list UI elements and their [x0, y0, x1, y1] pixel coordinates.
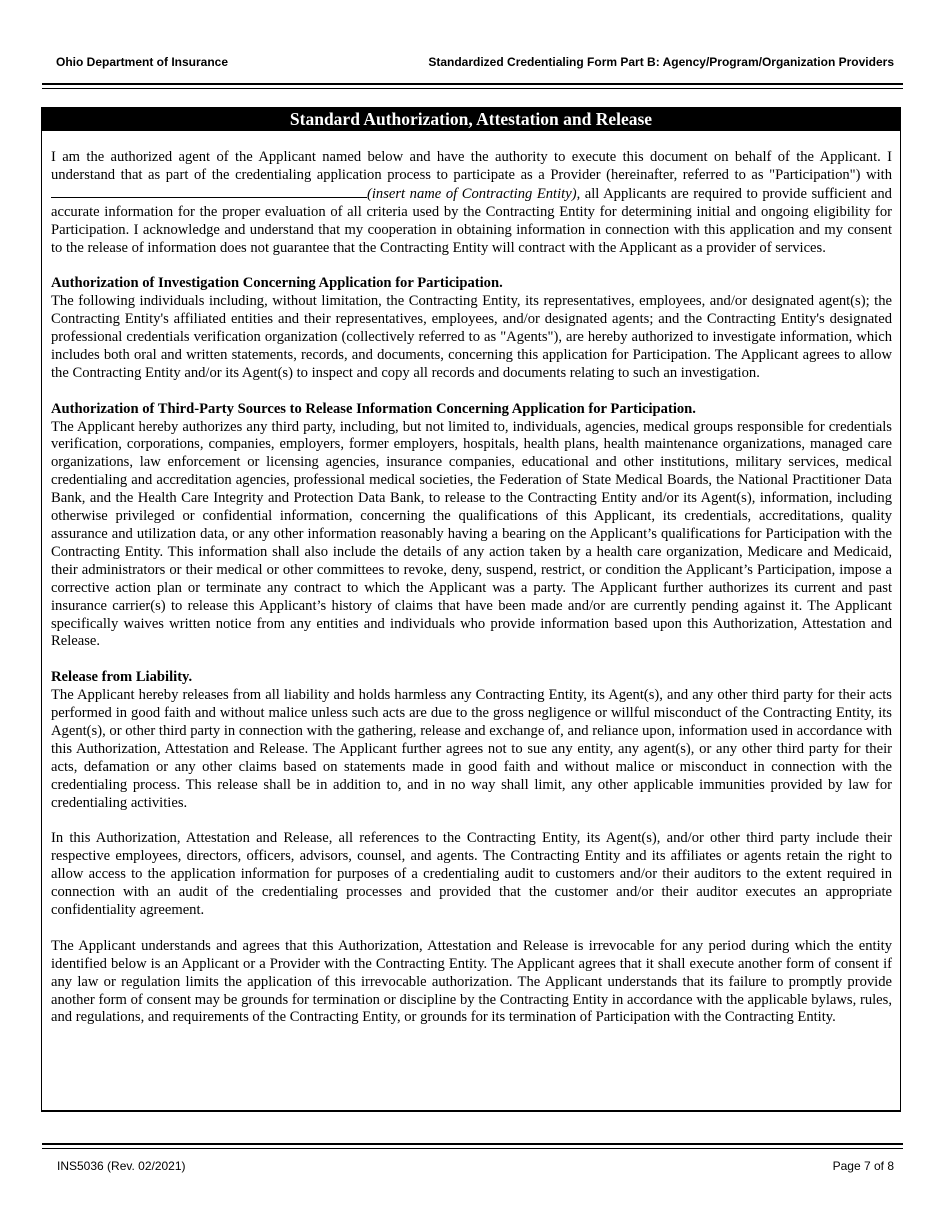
footer-divider	[42, 1143, 903, 1149]
investigation-body: The following individuals including, without limitation, the Contracting Entity, its representatives, employees, and/or designated agent(s); the Contracting Entity's affiliated entities and their representatives, employees, and/or designated agents; and the Contracting Entity's designated professional credentials verification organization (collectively referred to as "Agents"), are hereby authorized to investigate information, which includes both oral and written statements, records, and documents, concerning this application for Participation. The Applicant agrees to allow the Contracting Entity and/or its Agent(s) to inspect and copy all records and documents relating to such an investigation.	[51, 293, 892, 381]
intro-text-part2: , all Applicants are required to provide sufficient and accurate information for the proper evaluation of all criteria used by the Contracting Entity for determining initial and ongoing eligibility for Participation. I acknowledge and understand that my cooperation in obtaining information in connection with this application and my consent to the release of information does not guarantee that the Contracting Entity will contract with the Applicant as a provider of services.	[51, 185, 892, 256]
contracting-entity-blank[interactable]	[51, 185, 367, 198]
header-agency-name: Ohio Department of Insurance	[56, 55, 229, 69]
release-section	[51, 669, 892, 812]
third-party-body: The Applicant hereby authorizes any third party, including, but not limited to, individuals, agencies, medical groups responsible for credentials verification, corporations, companies, employers, former employers, hospitals, health plans, health maintenance organizations, managed care organizations, law enforcement or licensing agencies, insurance companies, educational and other institutions, military services, medical credentialing and accreditation agencies, professional medical societies, the Federation of State Medical Boards, the National Practitioner Data Bank, and the Health Care Integrity and Protection Data Bank, to release to the Contracting Entity and/or its Agent(s), information, including otherwise privileged or confidential information, concerning the qualifications of this Applicant, its credentials, accreditations, quality assurance and utilization data, or any other information reasonably having a bearing on the Applicant’s qualifications for Participation with the Contracting Entity. This information shall also include the details of any action taken by a health care organization, Medicare and Medicaid, their administrators or their medical or other committees to revoke, deny, suspend, restrict, or condition the Applicant’s Participation, impose a corrective action plan or terminate any contract to which the Applicant was a party. The Applicant further authorizes its current and past insurance carrier(s) to release this Applicant’s history of claims that have been made and/or are currently pending against it. The Applicant specifically waives written notice from any entities and individuals who provide information based upon this Authorization, Attestation and Release.	[51, 418, 892, 650]
header-divider	[42, 83, 903, 89]
irrevocable-paragraph: The Applicant understands and agrees that this Authorization, Attestation and Release is irrevocable for any period during which the entity identified below is an Applicant or a Provider with the Contracting Entity. The Applicant agrees that it shall execute another form of consent if any law or regulation limits the application of this irrevocable authorization. The Applicant understands that its failure to promptly provide another form of consent may be grounds for termination or discipline by the Contracting Entity in accordance with the applicable bylaws, rules, and regulations, and requirements of the Contracting Entity, or grounds for its termination of Participation with the Contracting Entity.	[51, 937, 892, 1026]
footer-page-number: Page 7 of 8	[832, 1159, 894, 1173]
intro-paragraph	[51, 149, 892, 257]
header-form-title: Standardized Credentialing Form Part B: Agency/Program/Organization Providers	[428, 55, 894, 69]
investigation-section	[51, 275, 892, 382]
third-party-heading: Authorization of Third-Party Sources to Release Information Concerning Application for Participation.	[51, 400, 696, 417]
investigation-heading: Authorization of Investigation Concerning Application for Participation.	[51, 275, 503, 292]
references-paragraph: In this Authorization, Attestation and Release, all references to the Contracting Entity, its Agent(s), and/or other third party include their respective employees, directors, officers, advisors, counsel, and agents. The Contracting Entity and its affiliates or agents retain the right to allow access to the application information for purposes of a credentialing audit to customers and/or their auditors to the extent required in connection with an audit of the credentialing processes and provided that the customer and/or their auditor executes an appropriate confidentiality agreement.	[51, 830, 892, 918]
section-content	[42, 131, 900, 1027]
insert-name-label: (insert name of Contracting Entity)	[367, 185, 577, 202]
release-body: The Applicant hereby releases from all liability and holds harmless any Contracting Entity, its Agent(s), and any other third party for their acts performed in good faith and without malice unless such acts are due to the gross negligence or willful misconduct of the Contracting Entity, its Agent(s), or other third party in connection with the gathering, release and exchange of, and reliance upon, information used in accordance with this Authorization, Attestation and Release. The Applicant further agrees not to sue any entity, any agent(s), or any other third party for their acts, defamation or any other claims based on statements made in good faith and without malice or misconduct in connection with the credentialing process. This release shall be in addition to, and in no way shall limit, any other applicable immunities provided by law for credentialing activities.	[51, 687, 892, 811]
intro-text-part1: I am the authorized agent of the Applicant named below and have the authority to execute this document on behalf of the Applicant. I understand that as part of the credentialing application process to participate as a Provider (hereinafter, referred to as "Participation") with	[51, 149, 892, 183]
third-party-section	[51, 401, 892, 652]
section-title: Standard Authorization, Attestation and Release	[42, 107, 900, 131]
form-section-frame	[41, 107, 901, 1112]
release-heading: Release from Liability.	[51, 669, 193, 686]
footer-form-number: INS5036 (Rev. 02/2021)	[57, 1159, 186, 1173]
